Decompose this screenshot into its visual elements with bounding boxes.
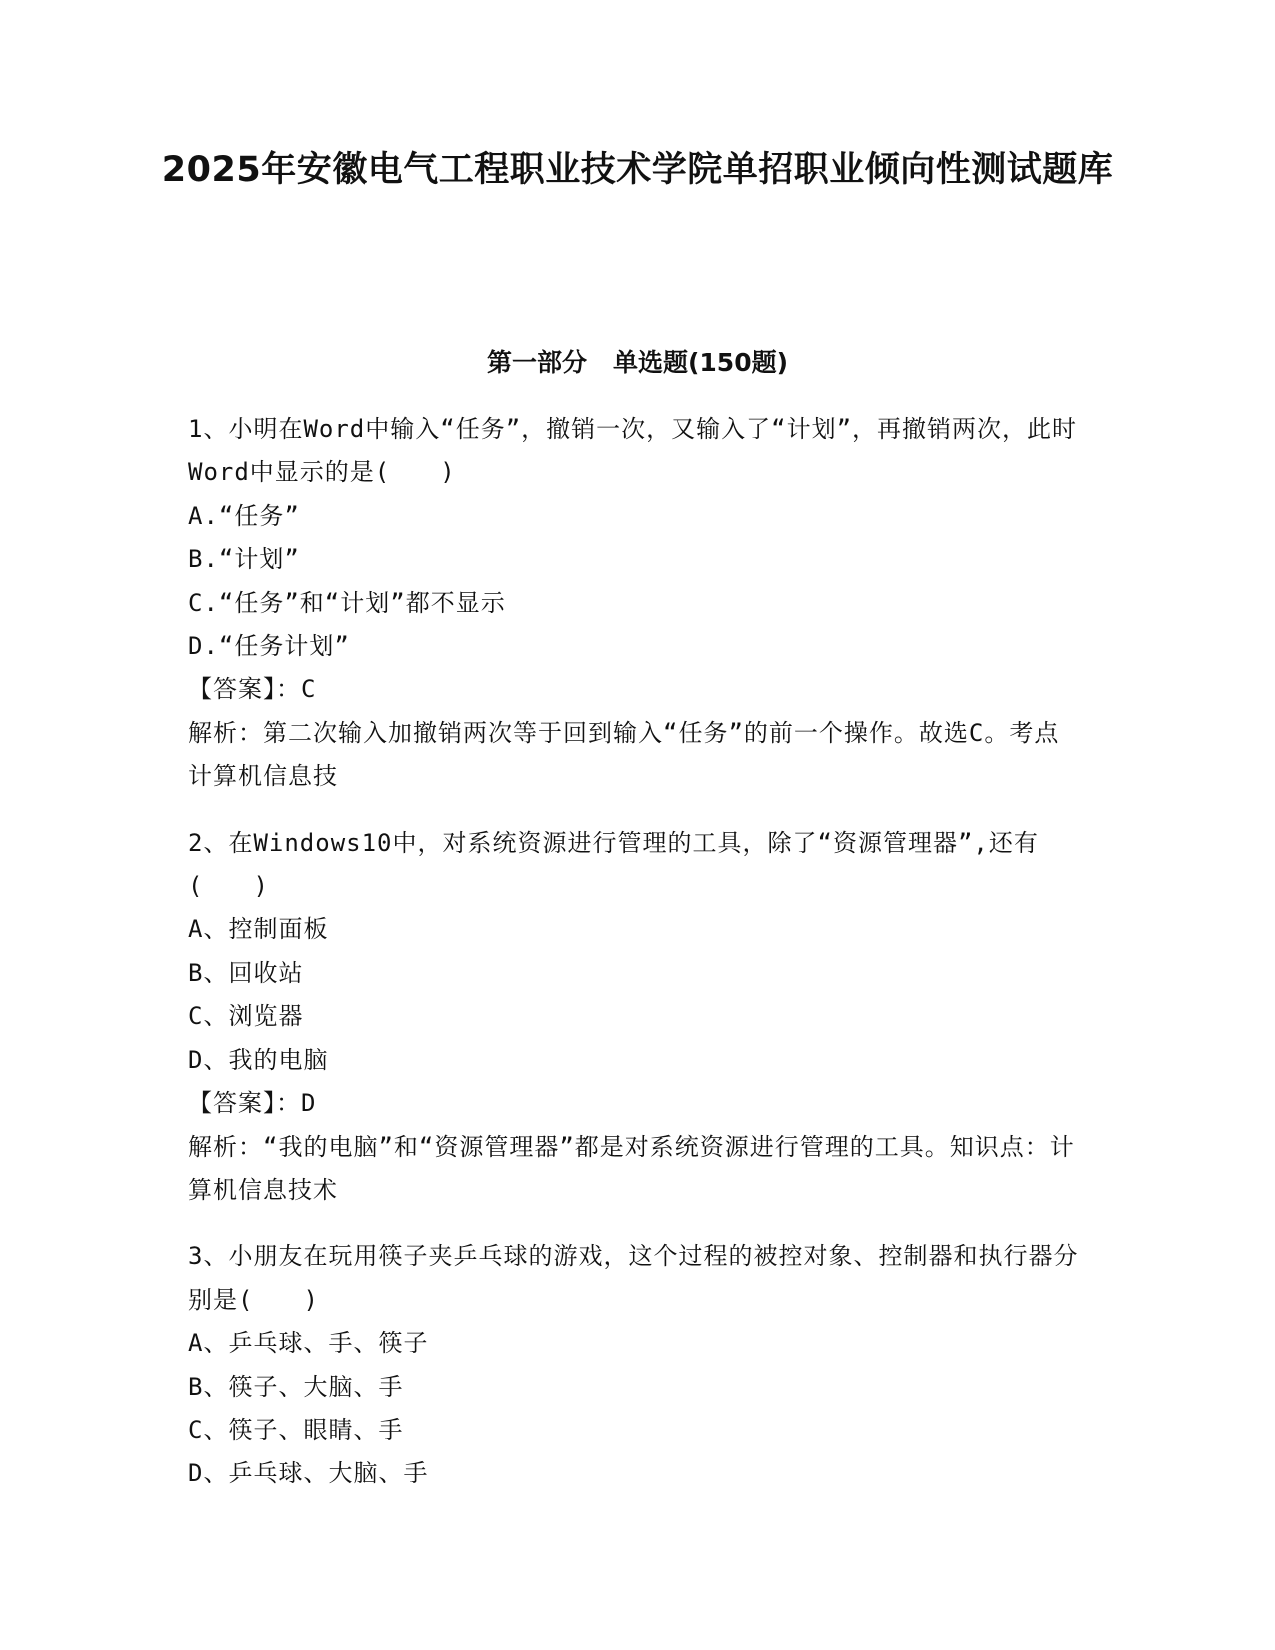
answer: 【答案】：C: [188, 675, 317, 704]
option-d: D、乒乓球、大脑、手: [188, 1459, 429, 1488]
option-c: C、筷子、眼睛、手: [188, 1415, 404, 1444]
question-list: [188, 408, 1083, 1519]
option-b: B、筷子、大脑、手: [188, 1372, 404, 1401]
option-d: D.“任务计划”: [188, 632, 350, 661]
document-title: 2025年安徽电气工程职业技术学院单招职业倾向性测试题库: [161, 150, 1114, 190]
option-b: B、回收站: [188, 958, 304, 987]
question-2: [188, 822, 1083, 1213]
question-1: [188, 408, 1083, 799]
option-b: B.“计划”: [188, 545, 300, 574]
option-a: A、控制面板: [188, 915, 329, 944]
question-stem: 2、在Windows10中，对系统资源进行管理的工具，除了“资源管理器”,还有( ): [188, 828, 1039, 901]
question-stem: 3、小朋友在玩用筷子夹乒乓球的游戏，这个过程的被控对象、控制器和执行器分别是( ): [188, 1242, 1079, 1314]
analysis: 解析：“我的电脑”和“资源管理器”都是对系统资源进行管理的工具。知识点：计算机信息技术: [188, 1132, 1075, 1204]
section-name: 单选题(150题): [612, 348, 789, 377]
section-heading: [160, 346, 1115, 380]
question-stem: 1、小明在Word中输入“任务”，撤销一次，又输入了“计划”，再撤销两次，此时Word中显示的是( ): [188, 415, 1078, 487]
analysis: 解析：第二次输入加撤销两次等于回到输入“任务”的前一个操作。故选C。考点计算机信息技: [188, 718, 1060, 791]
answer: 【答案】：D: [188, 1089, 317, 1118]
option-c: C、浏览器: [188, 1002, 304, 1031]
option-c: C.“任务”和“计划”都不显示: [188, 588, 506, 617]
option-a: A.“任务”: [188, 501, 300, 530]
section-part: 第一部分: [486, 348, 587, 377]
option-d: D、我的电脑: [188, 1045, 329, 1074]
question-3: [188, 1235, 1083, 1495]
option-a: A、乒乓球、手、筷子: [188, 1329, 429, 1358]
